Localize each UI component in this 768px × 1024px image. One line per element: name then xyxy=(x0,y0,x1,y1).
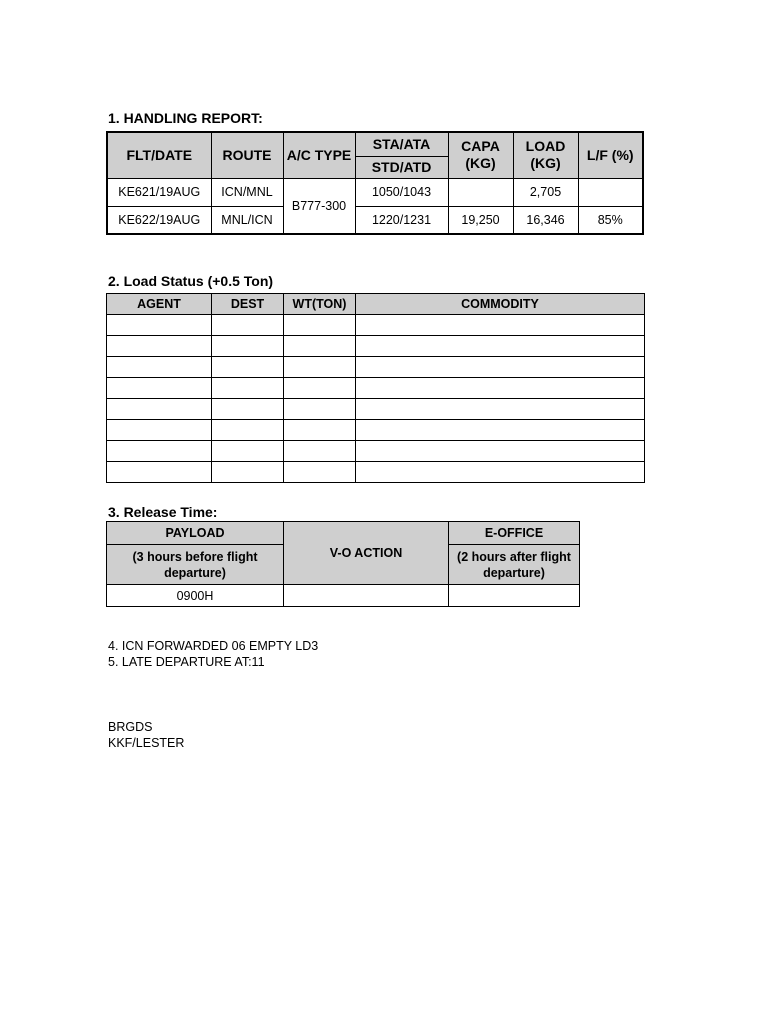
table-row xyxy=(107,178,643,206)
note-item: 4. ICN FORWARDED 06 EMPTY LD3 xyxy=(108,639,319,653)
table-row xyxy=(107,399,645,420)
load-status-title: 2. Load Status (+0.5 Ton) xyxy=(108,273,274,289)
col-sta-ata: STA/ATA xyxy=(355,132,448,156)
load-cell: 2,705 xyxy=(513,178,578,206)
table-row xyxy=(107,585,580,607)
vo-action-value xyxy=(284,585,449,607)
capa-cell xyxy=(448,178,513,206)
time-cell: 1050/1043 xyxy=(355,178,448,206)
capa-cell: 19,250 xyxy=(448,206,513,234)
table-row xyxy=(107,315,645,336)
lf-cell: 85% xyxy=(578,206,643,234)
time-cell: 1220/1231 xyxy=(355,206,448,234)
release-time-table xyxy=(106,521,580,607)
eoffice-header: E-OFFICE xyxy=(449,522,580,545)
lf-cell xyxy=(578,178,643,206)
table-row xyxy=(107,420,645,441)
release-time-title: 3. Release Time: xyxy=(108,504,218,520)
col-std-atd: STD/ATD xyxy=(355,156,448,178)
signature-line: KKF/LESTER xyxy=(108,736,185,750)
note-item: 5. LATE DEPARTURE AT:11 xyxy=(108,655,265,669)
eoffice-value xyxy=(449,585,580,607)
col-ac-type: A/C TYPE xyxy=(283,132,355,178)
col-load: LOAD (KG) xyxy=(513,132,578,178)
col-agent: AGENT xyxy=(107,294,212,315)
payload-subheader: (3 hours before flight departure) xyxy=(107,545,284,585)
table-row xyxy=(107,378,645,399)
table-row xyxy=(107,462,645,483)
col-route: ROUTE xyxy=(211,132,283,178)
col-wt: WT(TON) xyxy=(284,294,356,315)
table-row xyxy=(107,357,645,378)
load-cell: 16,346 xyxy=(513,206,578,234)
col-dest: DEST xyxy=(212,294,284,315)
closing-line: BRGDS xyxy=(108,720,153,734)
vo-action-header: V-O ACTION xyxy=(284,522,449,585)
flight-cell: KE621/19AUG xyxy=(107,178,211,206)
route-cell: ICN/MNL xyxy=(211,178,283,206)
load-status-table xyxy=(106,293,645,483)
payload-value: 0900H xyxy=(107,585,284,607)
route-cell: MNL/ICN xyxy=(211,206,283,234)
col-commodity: COMMODITY xyxy=(356,294,645,315)
handling-report-title: 1. HANDLING REPORT: xyxy=(108,110,263,126)
payload-header: PAYLOAD xyxy=(107,522,284,545)
table-row xyxy=(107,441,645,462)
col-capa: CAPA (KG) xyxy=(448,132,513,178)
eoffice-subheader: (2 hours after flight departure) xyxy=(449,545,580,585)
table-row xyxy=(107,206,643,234)
col-flt-date: FLT/DATE xyxy=(107,132,211,178)
flight-cell: KE622/19AUG xyxy=(107,206,211,234)
table-row xyxy=(107,336,645,357)
handling-report-table xyxy=(106,131,644,235)
col-lf: L/F (%) xyxy=(578,132,643,178)
ac-type-cell: B777-300 xyxy=(283,178,355,234)
